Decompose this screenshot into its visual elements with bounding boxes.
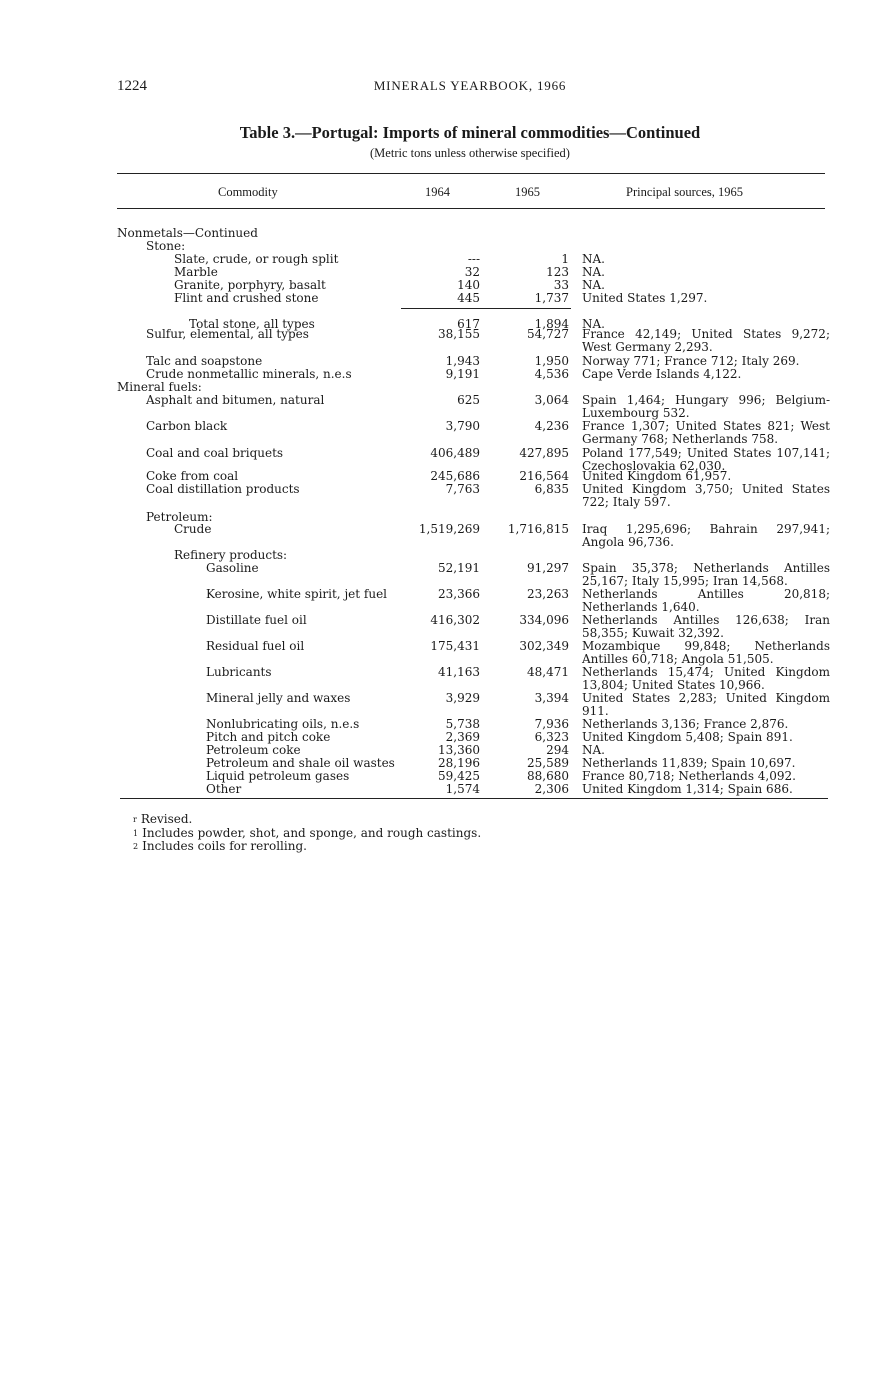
sources-cell: Netherlands Antilles 20,818; Netherlands 1,640. xyxy=(582,587,830,614)
value-1964-cell: 1,574 xyxy=(445,782,480,796)
commodity-cell: Gasoline xyxy=(206,561,259,575)
commodity-cell: Granite, porphyry, basalt xyxy=(174,278,326,292)
value-1965-cell: 25,589 xyxy=(527,756,569,770)
sources-cell: France 42,149; United States 9,272; West Germany 2,293. xyxy=(582,327,830,354)
value-1964-cell: 625 xyxy=(457,393,480,407)
sources-cell: Netherlands Antilles 126,638; Iran 58,355; Kuwait 32,392. xyxy=(582,613,830,640)
value-1965-cell: 3,064 xyxy=(534,393,569,407)
sources-cell: Netherlands 3,136; France 2,876. xyxy=(582,717,789,731)
value-1965-cell: 91,297 xyxy=(527,561,569,575)
value-1965-cell: 33 xyxy=(553,278,569,292)
commodity-cell: Marble xyxy=(174,265,218,279)
value-1965-cell: 23,263 xyxy=(527,587,569,601)
sources-cell: Netherlands 11,839; Spain 10,697. xyxy=(582,756,796,770)
commodity-cell: Slate, crude, or rough split xyxy=(174,252,339,266)
value-1964-cell: 416,302 xyxy=(430,613,480,627)
value-1965-cell: 6,323 xyxy=(534,730,569,744)
commodity-cell: Petroleum and shale oil wastes xyxy=(206,756,395,770)
value-1965-cell: 1,716,815 xyxy=(507,522,569,536)
value-1964-cell: 38,155 xyxy=(438,327,480,341)
commodity-cell: Asphalt and bitumen, natural xyxy=(146,393,325,407)
table-subtitle: (Metric tons unless otherwise specified) xyxy=(370,146,570,160)
commodity-cell: Talc and soapstone xyxy=(146,354,263,368)
value-1964-cell: 52,191 xyxy=(438,561,480,575)
sources-cell: Poland 177,549; United States 107,141; Czechoslovakia 62,030. xyxy=(582,446,830,473)
value-1964-cell: 1,519,269 xyxy=(418,522,480,536)
commodity-cell: Coke from coal xyxy=(146,469,239,483)
commodity-cell: Distillate fuel oil xyxy=(206,613,307,627)
value-1964-cell: 23,366 xyxy=(438,587,480,601)
value-1965-cell: 294 xyxy=(546,743,569,757)
column-header-1964: 1964 xyxy=(425,185,450,199)
footnote: $^r$ Revised. xyxy=(133,812,193,826)
table-title: Table 3.—Portugal: Imports of mineral commodities—Continued xyxy=(239,123,701,142)
commodity-cell: Refinery products: xyxy=(174,548,288,562)
footnotes xyxy=(133,813,481,854)
footnote: $^2$ Includes coils for rerolling. xyxy=(133,839,307,853)
value-1965-cell: 2,306 xyxy=(534,782,569,796)
value-1964-cell: 41,163 xyxy=(438,665,480,679)
sources-cell: Spain 1,464; Hungary 996; Belgium-Luxembourg 532. xyxy=(582,393,830,420)
commodity-cell: Flint and crushed stone xyxy=(174,291,319,305)
commodity-cell: Liquid petroleum gases xyxy=(206,769,350,783)
subtotal-rule xyxy=(401,308,571,309)
sources-cell: United Kingdom 5,408; Spain 891. xyxy=(582,730,793,744)
value-1964-cell: 2,369 xyxy=(445,730,480,744)
sources-cell: Iraq 1,295,696; Bahrain 297,941; Angola 96,736. xyxy=(582,522,830,549)
commodity-cell: Nonmetals—Continued xyxy=(117,226,258,240)
value-1964-cell: 9,191 xyxy=(445,367,480,381)
commodity-cell: Sulfur, elemental, all types xyxy=(146,327,309,341)
sources-cell: Spain 35,378; Netherlands Antilles 25,167; Italy 15,995; Iran 14,568. xyxy=(582,561,830,588)
value-1965-cell: 4,536 xyxy=(534,367,569,381)
value-1964-cell: 617 xyxy=(457,317,480,331)
sources-cell: Cape Verde Islands 4,122. xyxy=(582,367,742,381)
sources-cell: United Kingdom 3,750; United States 722; Italy 597. xyxy=(582,482,830,509)
value-1965-cell: 1,737 xyxy=(534,291,569,305)
value-1965-cell: 123 xyxy=(546,265,569,279)
sources-cell: Netherlands 15,474; United Kingdom 13,804; United States 10,966. xyxy=(582,665,830,692)
commodity-cell: Petroleum coke xyxy=(206,743,301,757)
commodity-cell: Petroleum: xyxy=(146,510,213,524)
commodity-cell: Mineral jelly and waxes xyxy=(206,691,351,705)
running-head: MINERALS YEARBOOK, 1966 xyxy=(373,78,567,93)
sources-cell: France 1,307; United States 821; West Germany 768; Netherlands 758. xyxy=(582,419,830,446)
value-1964-cell: 445 xyxy=(457,291,480,305)
value-1964-cell: 32 xyxy=(464,265,480,279)
commodity-cell: Nonlubricating oils, n.e.s xyxy=(206,717,360,731)
table-bottom-rule xyxy=(120,798,828,799)
sources-cell: United States 2,283; United Kingdom 911. xyxy=(582,691,830,718)
commodity-cell: Other xyxy=(206,782,242,796)
value-1965-cell: 88,680 xyxy=(527,769,569,783)
value-1964-cell: 28,196 xyxy=(438,756,480,770)
value-1965-cell: 6,835 xyxy=(534,482,569,496)
value-1965-cell: 302,349 xyxy=(519,639,569,653)
sources-cell: NA. xyxy=(582,743,605,757)
value-1964-cell: --- xyxy=(467,252,480,266)
column-header-commodity: Commodity xyxy=(218,185,278,199)
value-1964-cell: 7,763 xyxy=(445,482,480,496)
commodity-cell: Coal and coal briquets xyxy=(146,446,284,460)
value-1965-cell: 54,727 xyxy=(527,327,569,341)
commodity-cell: Crude xyxy=(174,522,212,536)
value-1964-cell: 245,686 xyxy=(430,469,480,483)
value-1965-cell: 334,096 xyxy=(519,613,569,627)
column-header-1965: 1965 xyxy=(515,185,540,199)
commodity-cell: Mineral fuels: xyxy=(117,380,202,394)
value-1965-cell: 3,394 xyxy=(534,691,569,705)
commodity-cell: Carbon black xyxy=(146,419,228,433)
value-1964-cell: 3,929 xyxy=(445,691,480,705)
value-1965-cell: 48,471 xyxy=(527,665,569,679)
commodity-cell: Lubricants xyxy=(206,665,272,679)
page-number: 1224 xyxy=(117,78,147,94)
value-1964-cell: 1,943 xyxy=(445,354,480,368)
sources-cell: United States 1,297. xyxy=(582,291,708,305)
footnote: $^1$ Includes powder, shot, and sponge, and rough castings. xyxy=(133,825,482,840)
value-1965-cell: 216,564 xyxy=(519,469,569,483)
column-header-sources: Principal sources, 1965 xyxy=(626,185,743,199)
value-1964-cell: 406,489 xyxy=(430,446,480,460)
sources-cell: France 80,718; Netherlands 4,092. xyxy=(582,769,796,783)
sources-cell: Mozambique 99,848; Netherlands Antilles 60,718; Angola 51,505. xyxy=(582,639,830,666)
commodity-cell: Residual fuel oil xyxy=(206,639,305,653)
value-1965-cell: 427,895 xyxy=(519,446,569,460)
value-1964-cell: 175,431 xyxy=(430,639,480,653)
commodity-cell: Kerosine, white spirit, jet fuel xyxy=(206,587,388,601)
value-1964-cell: 13,360 xyxy=(438,743,480,757)
commodity-cell: Pitch and pitch coke xyxy=(206,730,331,744)
value-1964-cell: 140 xyxy=(457,278,480,292)
commodity-cell: Total stone, all types xyxy=(189,317,315,331)
value-1965-cell: 1,950 xyxy=(534,354,569,368)
value-1965-cell: 1,894 xyxy=(534,317,569,331)
sources-cell: NA. xyxy=(582,317,605,331)
commodity-cell: Stone: xyxy=(146,239,186,253)
sources-cell: United Kingdom 61,957. xyxy=(582,469,732,483)
sources-cell: NA. xyxy=(582,252,605,266)
value-1965-cell: 7,936 xyxy=(534,717,569,731)
sources-cell: United Kingdom 1,314; Spain 686. xyxy=(582,782,793,796)
commodity-cell: Crude nonmetallic minerals, n.e.s xyxy=(146,367,352,381)
commodity-cell: Coal distillation products xyxy=(146,482,300,496)
sources-cell: NA. xyxy=(582,265,605,279)
value-1964-cell: 59,425 xyxy=(438,769,480,783)
value-1964-cell: 3,790 xyxy=(445,419,480,433)
value-1964-cell: 5,738 xyxy=(445,717,480,731)
value-1965-cell: 4,236 xyxy=(534,419,569,433)
sources-cell: Norway 771; France 712; Italy 269. xyxy=(582,354,800,368)
sources-cell: NA. xyxy=(582,278,605,292)
value-1965-cell: 1 xyxy=(561,252,569,266)
